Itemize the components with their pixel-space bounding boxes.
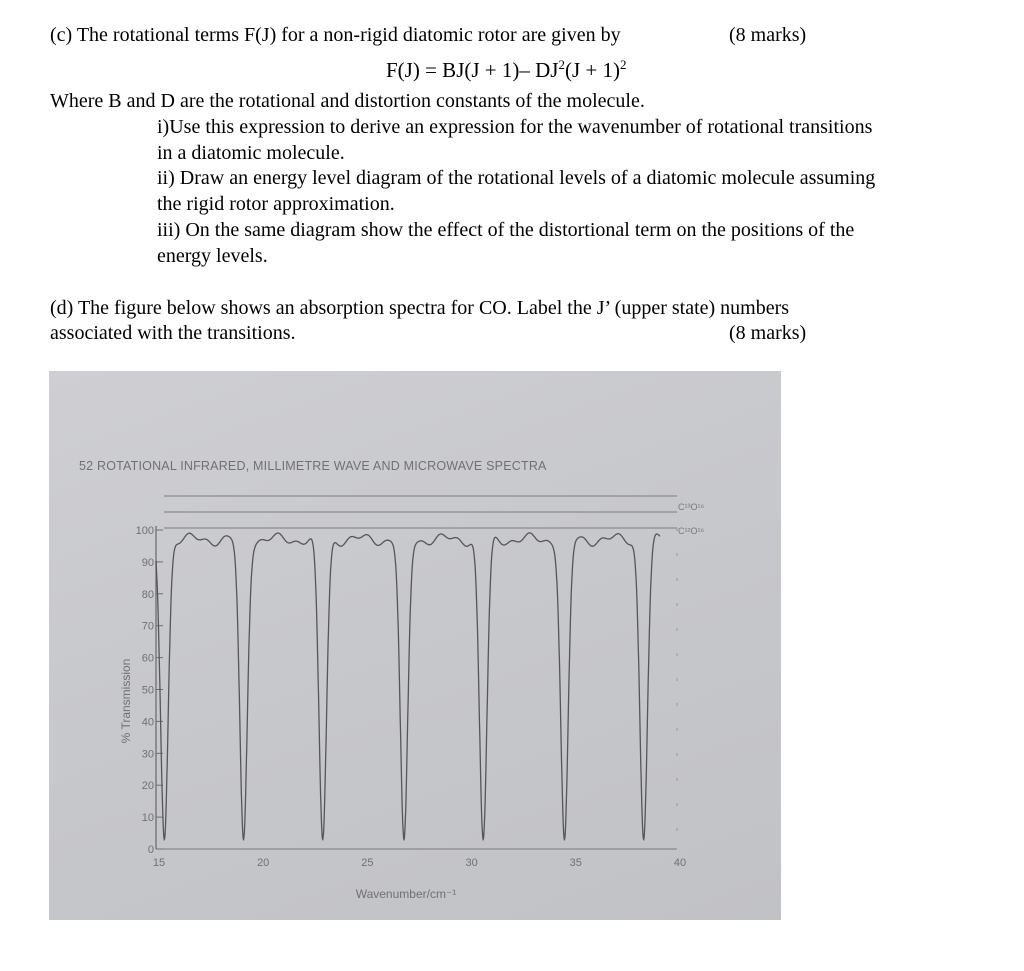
equation-left: F(J) = BJ(J + 1)– DJ xyxy=(386,58,559,82)
x-tick-label: 20 xyxy=(257,857,270,869)
y-tick-label: 50 xyxy=(141,684,154,697)
x-axis-label: Wavenumber/cm⁻¹ xyxy=(355,887,457,901)
part-c-intro: (c) The rotational terms F(J) for a non-rigid diatomic rotor are given by xyxy=(50,24,621,46)
part-c-item-line: iii) On the same diagram show the effect of the distortional term on the positions of the xyxy=(157,219,855,241)
x-tick-label: 30 xyxy=(465,857,478,869)
part-c-item-line: energy levels. xyxy=(157,245,268,267)
y-tick-label: 10 xyxy=(141,812,154,825)
x-ticks xyxy=(153,857,686,869)
y-tick-label: 0 xyxy=(147,844,154,856)
spectrum-figure xyxy=(49,371,781,920)
part-d-line2: associated with the transitions. xyxy=(50,322,296,344)
isotope-label-12: C¹²O¹⁶ xyxy=(678,526,705,536)
part-c-where: Where B and D are the rotational and distortion constants of the molecule. xyxy=(50,90,645,112)
part-c-item-line: in a diatomic molecule. xyxy=(157,142,345,164)
equation-exp1: 2 xyxy=(558,57,565,72)
equation-exp2: 2 xyxy=(619,57,627,72)
y-tick-label: 90 xyxy=(141,556,154,569)
y-tick-label: 40 xyxy=(141,716,154,729)
y-tick-label: 30 xyxy=(141,748,154,761)
part-c-marks: (8 marks) xyxy=(729,24,807,46)
equation-mid: (J + 1) xyxy=(564,58,620,82)
absorption-lines xyxy=(164,837,643,840)
y-tick-label: 20 xyxy=(141,780,154,793)
part-c-item-line: the rigid rotor approximation. xyxy=(157,193,395,215)
spectrum-photo xyxy=(49,371,781,920)
y-axis-label: % Transmission xyxy=(119,658,133,744)
part-c-item-line: i)Use this expression to derive an expression for the wavenumber of rotational transitions xyxy=(157,116,873,138)
x-tick-label: 35 xyxy=(569,857,582,869)
part-d-marks: (8 marks) xyxy=(729,322,807,344)
x-tick-label: 40 xyxy=(673,857,687,869)
y-tick-label: 80 xyxy=(141,588,154,601)
y-tick-label: 100 xyxy=(135,525,154,537)
y-tick-label: 60 xyxy=(141,652,154,665)
figure-page-header: 52 ROTATIONAL INFRARED, MILLIMETRE WAVE AND MICROWAVE SPECTRA xyxy=(79,459,547,473)
y-tick-label: 70 xyxy=(141,620,154,633)
x-tick-label: 25 xyxy=(361,857,374,869)
spectrum-trace xyxy=(156,533,660,840)
rotational-term-equation xyxy=(386,57,626,83)
isotope-label-13: C¹³O¹⁶ xyxy=(678,502,705,512)
x-tick-label: 15 xyxy=(152,857,166,869)
y-ticks xyxy=(136,525,163,856)
part-d-line1: (d) The figure below shows an absorption spectra for CO. Label the J’ (upper state) numbers xyxy=(50,297,790,319)
part-c-item-line: ii) Draw an energy level diagram of the rotational levels of a diatomic molecule assuming xyxy=(157,167,876,189)
